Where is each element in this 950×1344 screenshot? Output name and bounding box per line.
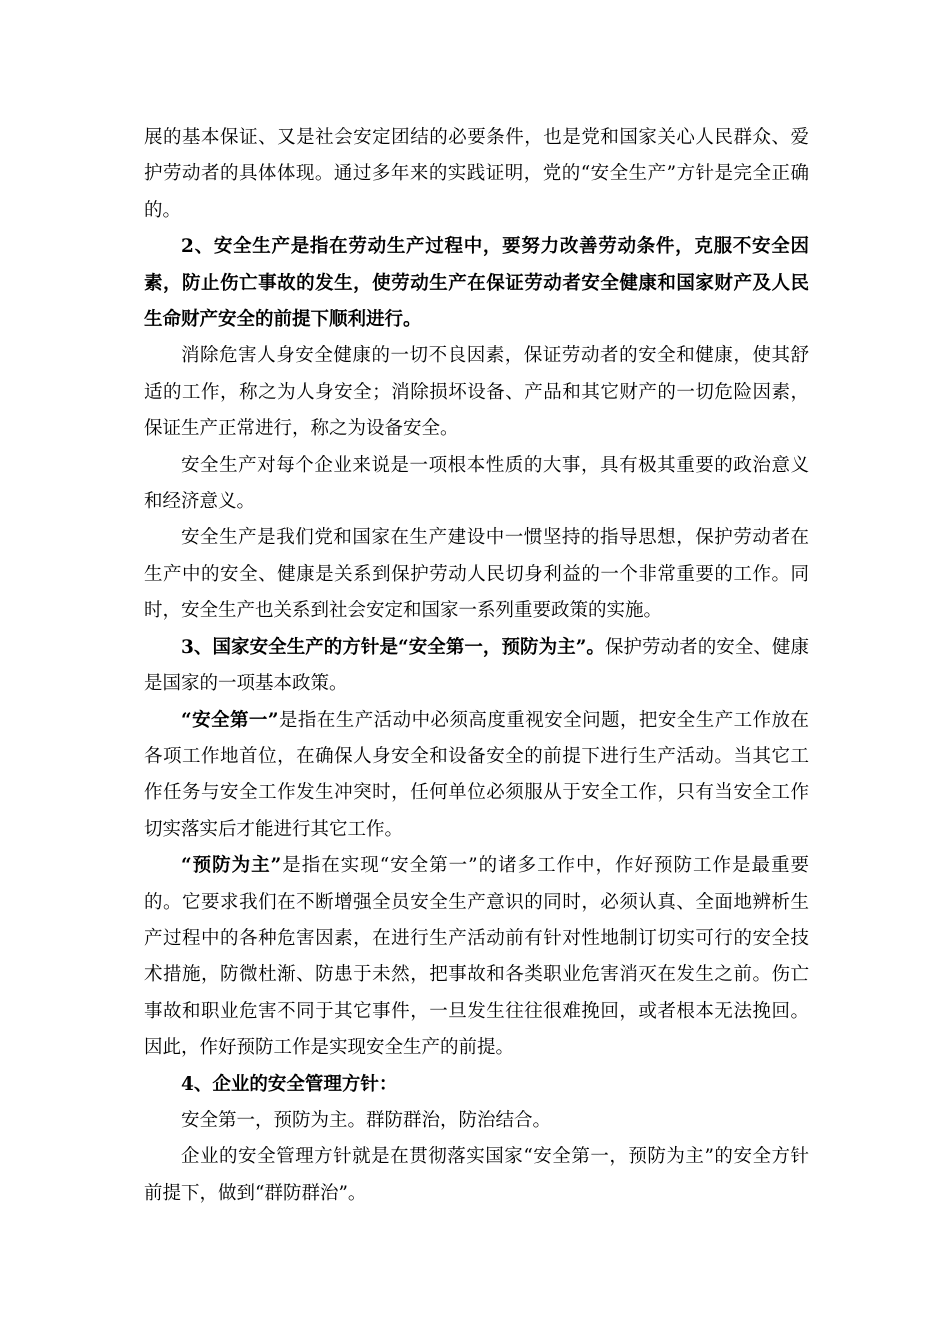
heading-item-4: 4、企业的安全管理方针： bbox=[181, 1073, 398, 1095]
paragraph-prevention-first-body: 是指在实现“安全第一”的诸多工作中，作好预防工作是最重要的。它要求我们在不断增强全员安全生产意识的同时，必须认真、全面地辨析生产过程中的各种危害因素，在进行生产活动前有针对性地制订切实可行的安全技术措施，防微杜渐、防患于未然，把事故和各类职业危害消灭在发生之前。伤亡事故和职业危害不同于其它事件，一旦发生往往很难挽回，或者根本无法挽回。因此，作好预防工作是实现安全生产的前提。 bbox=[144, 855, 809, 1059]
paragraph-item-3-body: 保护劳动者的安全、健康是国家的一项基本政策。 bbox=[144, 636, 809, 695]
document-page bbox=[144, 120, 809, 1212]
paragraph-personal-equipment-safety: 消除危害人身安全健康的一切不良因素，保证劳动者的安全和健康，使其舒适的工作，称之为人身安全；消除损坏设备、产品和其它财产的一切危险因素，保证生产正常进行，称之为设备安全。 bbox=[144, 345, 809, 440]
paragraph-prevention-first bbox=[144, 848, 809, 1066]
paragraph-guiding-ideology: 安全生产是我们党和国家在生产建设中一惯坚持的指导思想，保护劳动者在生产中的安全、健康是关系到保护劳动人民切身利益的一个非常重要的工作。同时，安全生产也关系到社会安定和国家一系列重要政策的实施。 bbox=[144, 527, 809, 622]
paragraph-safety-first-body: 是指在生产活动中必须高度重视安全问题，把安全生产工作放在各项工作地首位，在确保人身安全和设备安全的前提下进行生产活动。当其它工作任务与安全工作发生冲突时，任何单位必须服从于安全工作，只有当安全工作切实落实后才能进行其它工作。 bbox=[144, 709, 809, 840]
paragraph-significance: 安全生产对每个企业来说是一项根本性质的大事，具有极其重要的政治意义和经济意义。 bbox=[144, 454, 809, 513]
term-prevention-first: “预防为主” bbox=[181, 855, 282, 877]
paragraph-enterprise-policy: 企业的安全管理方针就是在贯彻落实国家“安全第一，预防为主”的安全方针前提下，做到“群防群治”。 bbox=[144, 1146, 809, 1204]
paragraph-safety-first bbox=[144, 703, 809, 849]
paragraph-policy-slogan: 安全第一，预防为主。群防群治，防治结合。 bbox=[181, 1109, 552, 1131]
term-safety-first: “安全第一” bbox=[181, 709, 279, 731]
heading-item-2: 2、安全生产是指在劳动生产过程中，要努力改善劳动条件，克服不安全因素，防止伤亡事故的发生，使劳动生产在保证劳动者安全健康和国家财产及人民生命财产安全的前提下顺利进行。 bbox=[144, 236, 809, 331]
paragraph-continuation: 展的基本保证、又是社会安定团结的必要条件，也是党和国家关心人民群众、爱护劳动者的具体体现。通过多年来的实践证明，党的“安全生产”方针是完全正确的。 bbox=[144, 127, 809, 221]
heading-item-3: 3、国家安全生产的方针是“安全第一，预防为主”。 bbox=[181, 636, 605, 658]
paragraph-item-3 bbox=[144, 630, 809, 703]
